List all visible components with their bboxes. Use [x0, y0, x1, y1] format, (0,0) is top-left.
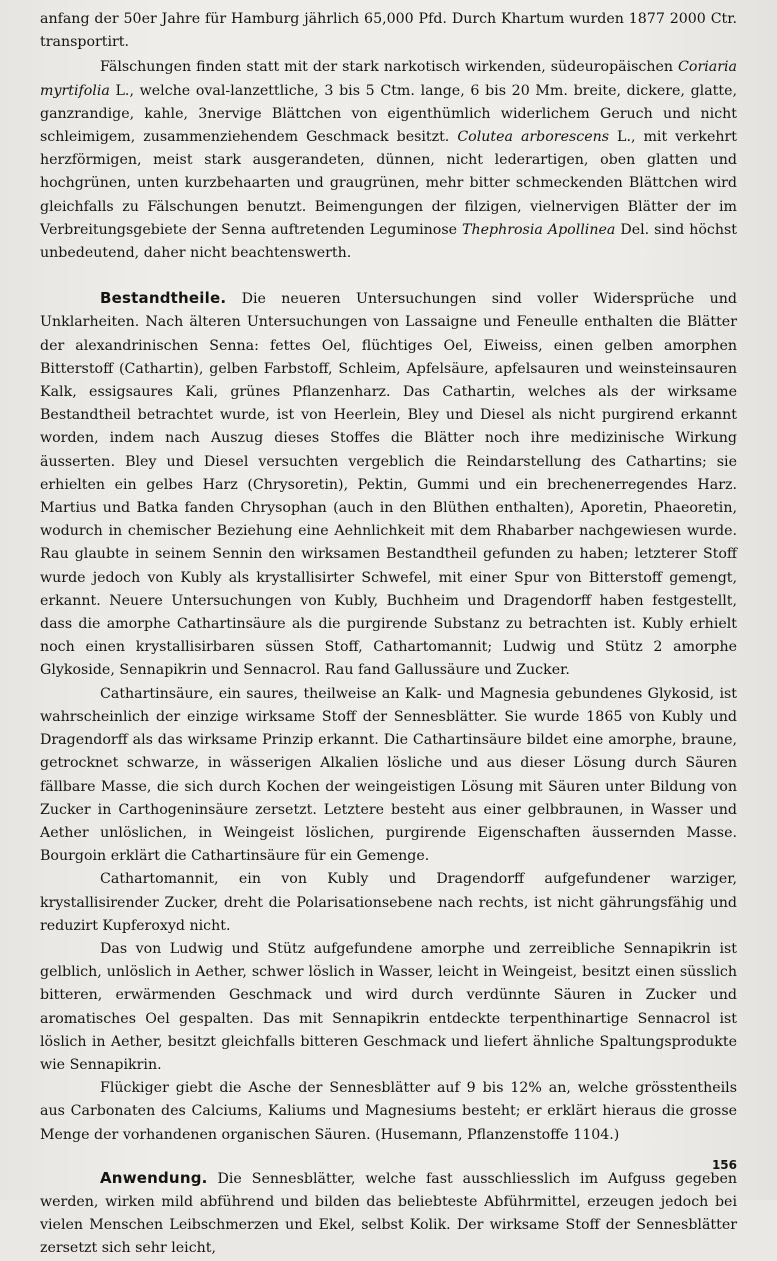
section-heading-application: Anwendung. [100, 1168, 208, 1187]
paragraph-cathartic-acid: Cathartinsäure, ein saures, theilweise an Kalk- und Magnesia gebundenes Glykosid, ist wahrscheinlich der einzige wirksame Stoff der Sennesblätter. Sie wurde 1865 von Kubly und Dragendorff als das wirksame Prinzip erkannt. Die Cathartinsäure bildet eine amorphe, braune, getrocknet schwarze, in wässerigen Alkalien lösliche und aus dieser Lösung durch Säuren fällbare Masse, die sich durch Kochen der weingeistigen Lösung mit Säuren unter Bildung von Zucker in Carthogeninsäure zersetzt. Letztere besteht aus einer gelbbraunen, in Wasser und Aether unlöslichen, in Weingeist löslichen, purgirende Eigenschaften äussernden Masse. Bourgoin erklärt die Cathartinsäure für ein Gemenge. [40, 685, 737, 865]
section-body: Die neueren Untersuchungen sind voller Widersprüche und Unklarheiten. Nach älteren Untersuchungen von Lassaigne und Feneulle enthalten die Blätter der alexandrinischen Senna: fettes Oel, flüchtiges Oel, Eiweiss, einen gelben amorphen Bitterstoff (Cathartin), gelben Farbstoff, Schleim, Apfelsäure, apfelsauren und weinsteinsauren Kalk, essigsaures Kali, grünes Pflanzenharz. Das Cathartin, welches als der wirksame Bestandtheil betrachtet wurde, ist von Heerlein, Bley und Diesel als nicht purgirend erkannt worden, indem nach Auszug dieses Stoffes die Blätter noch ihre medizinische Wirkung äusserten. Bley und Diesel versuchten vergeblich die Reindarstellung des Cathartins; sie erhielten ein gelbes Harz (Chrysoretin), Pektin, Gummi und ein brechenerregendes Harz. Martius und Batka fanden Chrysophan (auch in den Blüthen enthalten), Aporetin, Phaeoretin, wodurch in chemischer Beziehung eine Aehnlichkeit mit dem Rhabarber nachgewiesen wurde. Rau glaubte in seinem Sennin den wirksamen Bestandtheil gefunden zu haben; letzterer Stoff wurde jedoch von Kubly als krystallisirter Schwefel, mit einer Spur von Bitterstoff gemengt, erkannt. Neuere Untersuchungen von Kubly, Buchheim und Dragendorff haben festgestellt, dass die amorphe Cathartinsäure als die purgirende Substanz zu betrachten ist. Kubly erhielt noch einen krystallisirbaren süssen Stoff, Cathartomannit; Ludwig und Stütz 2 amorphe Glykoside, Sennapikrin und Sennacrol. Rau fand Gallussäure und Zucker. [40, 291, 737, 679]
text-run: Fälschungen finden statt mit der stark narkotisch wirkenden, südeuropäischen [100, 59, 679, 76]
paragraph-sennapikrin: Das von Ludwig und Stütz aufgefundene amorphe und zerreibliche Sennapikrin ist gelblich, unlöslich in Aether, schwer löslich in Wasser, leicht in Weingeist, besitzt einen süsslich bitteren, erwärmenden Geschmack und wird durch verdünnte Säuren in Zucker und aromatisches Oel gespalten. Das mit Sennapikrin entdeckte terpenthinartige Sennacrol ist löslich in Aether, besitzt gleichfalls bitteren Geschmack und liefert ähnliche Spaltungsprodukte wie Sennapikrin. [40, 940, 737, 1073]
species-name-colutea: Colutea arborescens [457, 129, 610, 146]
section-application [40, 1167, 737, 1261]
species-name-coriaria: Coriaria myrtifolia [40, 59, 737, 99]
text-run: L., mit verkehrt herzförmigen, meist stark ausgerandeten, dünnen, nicht lederartigen, oben glatten und hochgrünen, unten kurzbehaarten und graugrünen, mehr bitter schmeckenden Blättchen wird gleichfalls zu Fälschungen benutzt. Beimengungen der filzigen, vielnervigen Blätter der im Verbreitungsgebiete der Senna auftretenden Leguminose [40, 129, 737, 238]
paragraph-ash: Flückiger giebt die Asche der Sennesblätter auf 9 bis 12% an, welche grösstentheils aus Carbonaten des Calciums, Kaliums und Magnesiums besteht; er erklärt hieraus die grosse Menge der vorhandenen organischen Säuren. (Husemann, Pflanzenstoffe 1104.) [40, 1080, 737, 1143]
paragraph-adulterations [40, 56, 737, 265]
page-number: 156 [711, 1158, 737, 1172]
paragraph-continuation: anfang der 50er Jahre für Hamburg jährlich 65,000 Pfd. Durch Khartum wurden 1877 2000 Ctr. transportirt. [40, 11, 737, 51]
paragraph-cathartomannit: Cathartomannit, ein von Kubly und Dragendorff aufgefundener warziger, krystallisirender Zucker, dreht die Polarisationsebene nach rechts, ist nicht gährungsfähig und reduzirt Kupferoxyd nicht. [40, 871, 737, 934]
section-heading-constituents: Bestandtheile. [100, 289, 227, 308]
text-run: L., welche oval-lanzettliche, 3 bis 5 Ctm. lange, 6 bis 20 Mm. breite, dickere, glatte, ganzrandige, kahle, 3nervige Blättchen von eigenthümlich widerlichem Geruch und nicht schleimigem, zusammenziehendem Geschmack besitzt. [40, 82, 737, 146]
section-constituents [40, 287, 737, 682]
text-run: Del. sind höchst unbedeutend, daher nicht beachtenswerth. [40, 221, 737, 262]
section-body: Die Sennesblätter, welche fast ausschliesslich im Aufguss gegeben werden, wirken mild abführend und bilden das beliebteste Abführmittel, erzeugen jedoch bei vielen Menschen Leibschmerzen und Ekel, selbst Kolik. Der wirksame Stoff der Sennesblätter zersetzt sich sehr leicht, [40, 1170, 737, 1257]
species-name-thephrosia: Thephrosia Apollinea [462, 221, 616, 238]
